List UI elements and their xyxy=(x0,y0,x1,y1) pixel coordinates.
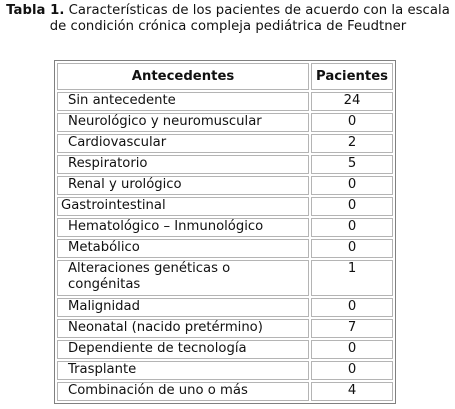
antecedente-cell: Renal y urológico xyxy=(57,176,309,195)
pacientes-cell: 0 xyxy=(311,218,393,237)
table-row xyxy=(57,92,393,111)
antecedente-cell: Respiratorio xyxy=(57,155,309,174)
header-row xyxy=(57,63,393,90)
pacientes-cell: 0 xyxy=(311,340,393,359)
antecedente-cell: Malignidad xyxy=(57,298,309,317)
antecedente-cell: Neurológico y neuromuscular xyxy=(57,113,309,132)
antecedente-cell: Trasplante xyxy=(57,361,309,380)
pacientes-cell: 7 xyxy=(311,319,393,338)
table-row xyxy=(57,382,393,401)
antecedente-cell: Gastrointestinal xyxy=(57,197,309,216)
header-antecedentes: Antecedentes xyxy=(57,63,309,90)
antecedente-cell: Hematológico – Inmunológico xyxy=(57,218,309,237)
table-caption-text: Características de los pacientes de acuerdo con la escala de condición crónica compleja pediátrica de Feudtner xyxy=(49,3,450,34)
table-caption xyxy=(4,3,452,35)
antecedente-cell: Combinación de uno o más xyxy=(57,382,309,401)
pacientes-cell: 1 xyxy=(311,260,393,296)
pacientes-cell: 24 xyxy=(311,92,393,111)
patients-table xyxy=(54,60,396,404)
table-row xyxy=(57,155,393,174)
table-row xyxy=(57,260,393,296)
antecedente-cell: Metabólico xyxy=(57,239,309,258)
antecedente-cell: Neonatal (nacido pretérmino) xyxy=(57,319,309,338)
table-row xyxy=(57,218,393,237)
antecedente-cell: Alteraciones genéticas o congénitas xyxy=(57,260,309,296)
pacientes-cell: 0 xyxy=(311,197,393,216)
table-row xyxy=(57,113,393,132)
pacientes-cell: 0 xyxy=(311,176,393,195)
table-row xyxy=(57,298,393,317)
table-row xyxy=(57,176,393,195)
pacientes-cell: 0 xyxy=(311,113,393,132)
table-row xyxy=(57,197,393,216)
antecedente-cell: Cardiovascular xyxy=(57,134,309,153)
table-row xyxy=(57,239,393,258)
pacientes-cell: 0 xyxy=(311,239,393,258)
table-row xyxy=(57,361,393,380)
table-row xyxy=(57,319,393,338)
pacientes-cell: 5 xyxy=(311,155,393,174)
table-number-label: Tabla 1. xyxy=(6,3,65,18)
table-row xyxy=(57,340,393,359)
pacientes-cell: 2 xyxy=(311,134,393,153)
antecedente-cell: Sin antecedente xyxy=(57,92,309,111)
pacientes-cell: 0 xyxy=(311,298,393,317)
antecedente-cell: Dependiente de tecnología xyxy=(57,340,309,359)
pacientes-cell: 0 xyxy=(311,361,393,380)
pacientes-cell: 4 xyxy=(311,382,393,401)
table-row xyxy=(57,134,393,153)
header-pacientes: Pacientes xyxy=(311,63,393,90)
